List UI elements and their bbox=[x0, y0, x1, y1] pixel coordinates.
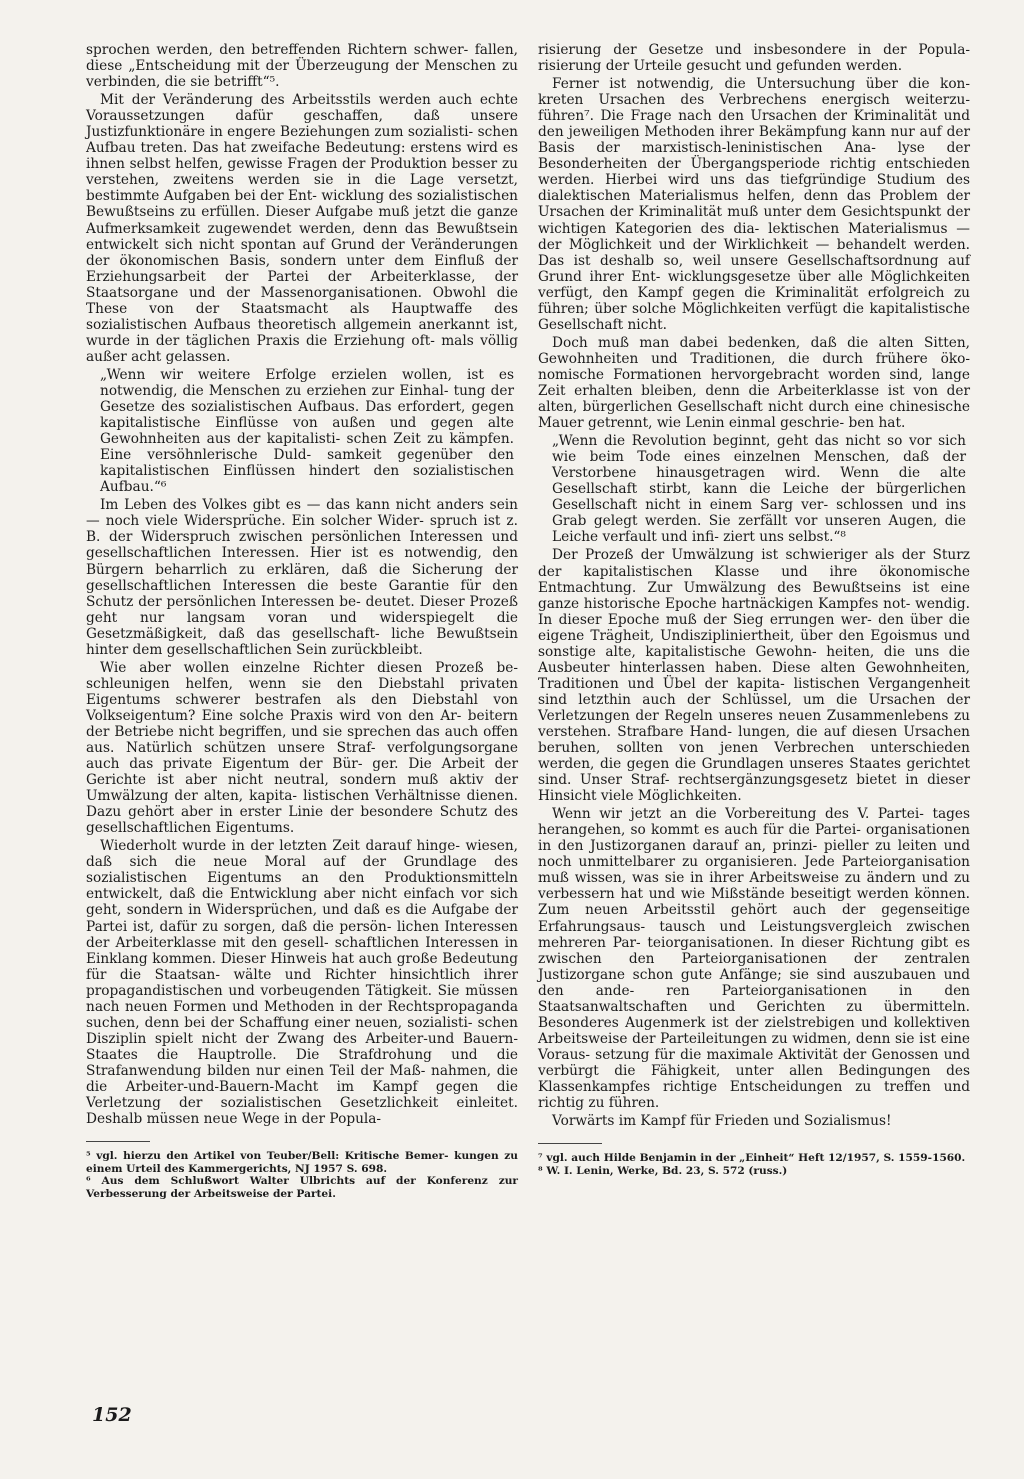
paragraph: Doch muß man dabei bedenken, daß die alten Sitten, Gewohnheiten und Traditionen, die durch frühere öko- nomische Formationen hervorgebracht worden sind, lange Zeit erhalten bleiben, denn die Arbeiterklasse ist von der alten, bürgerlichen Gesellschaft nicht durch eine chinesische Mauer getrennt, wie Lenin einmal geschrie- ben hat. bbox=[538, 334, 970, 432]
footnote: ⁸ W. I. Lenin, Werke, Bd. 23, S. 572 (russ.) bbox=[538, 1164, 788, 1177]
paragraph: Ferner ist notwendig, die Untersuchung über die kon- kreten Ursachen des Verbrechens energisch weiterzu- führen⁷. Die Frage nach den Ursachen der Kriminalität und den jeweiligen Methoden ihrer Bekämpfung kann nur auf der Basis der marxistisch-leninistischen Ana- lyse der Besonderheiten der Übergangsperiode richtig entschieden werden. Hierbei wird uns das tiefgründige Studium des dialektischen Materialismus helfen, denn das Problem der Ursachen der Kriminalität muß unter dem Gesichtspunkt der wichtigen Kategorien des dia- lektischen Materialismus — der Möglichkeit und der Wirklichkeit — behandelt werden. Das ist deshalb so, weil unsere Gesellschaftsordnung auf Grund ihrer Ent- wicklungsgesetze über alle Möglichkeiten verfügt, den Kampf gegen die Kriminalität erfolgreich zu führen; über solche Möglichkeiten verfügt die kapitalistische Gesellschaft nicht. bbox=[538, 76, 970, 333]
paragraph: Mit der Veränderung des Arbeitsstils werden auch echte Voraussetzungen dafür geschaffen, daß unsere Justizfunktionäre in engere Beziehungen zum sozialisti- schen Aufbau treten. Das hat zweifache Bedeutung: erstens wird es ihnen selbst helfen, gewisse Fragen der Produktion besser zu verstehen, zweitens werden sie in die Lage versetzt, bestimmte Aufgaben bei der Ent- wicklung des sozialistischen Bewußtseins zu erfüllen. Dieser Aufgabe muß jetzt die ganze Aufmerksamkeit zugewendet werden, denn das Bewußtsein entwickelt sich nicht spontan auf Grund der Veränderungen der ökonomischen Basis, sondern unter dem Einfluß der Erziehungsarbeit der Partei der Arbeiterklasse, der Staatsorgane und der Massenorganisationen. Obwohl die These von der Staatsmacht als Hauptwaffe des sozialistischen Aufbaus theoretisch allgemein anerkannt ist, wurde in der täglichen Praxis die Erziehung oft- mals völlig außer acht gelassen. bbox=[86, 92, 518, 365]
block-quote: „Wenn wir weitere Erfolge erzielen wollen, ist es notwendig, die Menschen zu erziehen zur Einhal- tung der Gesetze des sozialistischen Aufbaus. Das erfordert, gegen kapitalistische Einflüsse von außen und gegen alte Gewohnheiten aus der kapitalisti- schen Zeit zu kämpfen. Eine versöhnlerische Duld- samkeit gegenüber den kapitalistischen Einflüssen hindert den sozialistischen Aufbau.“⁶ bbox=[100, 366, 514, 496]
paragraph: sprochen werden, den betreffenden Richtern schwer- fallen, diese „Entscheidung mit der Überzeugung der Menschen zu verbinden, die sie betrifft“⁵. bbox=[86, 42, 518, 91]
footnote-divider bbox=[538, 1143, 602, 1144]
paragraph: Wie aber wollen einzelne Richter diesen Prozeß be- schleunigen helfen, wenn sie den Diebstahl privaten Eigentums schwerer bestrafen als den Diebstahl von Volkseigentum? Eine solche Praxis wird von den Ar- beitern der Betriebe nicht begriffen, und sie sprechen das auch offen aus. Natürlich schützen unsere Straf- verfolgungsorgane auch das private Eigentum der Bür- ger. Die Arbeit der Gerichte ist aber nicht neutral, sondern muß aktiv der Umwälzung der alten, kapita- listischen Verhältnisse dienen. Dazu gehört aber in erster Linie der besondere Schutz des gesellschaftlichen Eigentums. bbox=[86, 659, 518, 837]
left-column bbox=[86, 42, 518, 1201]
footnote: ⁵ vgl. hierzu den Artikel von Teuber/Bell: Kritische Bemer- kungen zu einem Urteil des Kammergerichts, NJ 1957 S. 698. bbox=[86, 1150, 518, 1175]
footnote-divider bbox=[86, 1141, 150, 1142]
closing-line: Vorwärts im Kampf für Frieden und Sozialismus! bbox=[552, 1113, 892, 1130]
footnote: ⁶ Aus dem Schlußwort Walter Ulbrichts auf der Konferenz zur Verbesserung der Arbeitsweise der Partei. bbox=[86, 1175, 518, 1200]
paragraph: Wenn wir jetzt an die Vorbereitung des V. Partei- tages herangehen, so kommt es auch für die Partei- organisationen in den Justizorganen darauf an, prinzi- pieller zu leiten und noch unmittelbarer zu organisieren. Jede Parteiorganisation muß wissen, was sie in ihrer Arbeitsweise zu ändern und zu verbessern hat und wie Mißstände beseitigt werden können. Zum neuen Arbeitsstil gehört auch der gegenseitige Erfahrungsaus- tausch und Leistungsvergleich zwischen mehreren Par- teiorganisationen. In dieser Richtung gibt es zwischen den Parteiorganisationen der zentralen Justizorgane schon gute Anfänge; sie sind auszubauen und den ande- ren Parteiorganisationen in den Staatsanwaltschaften und Gerichten zu übermitteln. Besonderes Augenmerk ist der zielstrebigen und kollektiven Arbeitsweise der Parteileitungen zu widmen, denn sie ist eine Voraus- setzung für die maximale Aktivität der Genossen und verbürgt die Fähigkeit, unter allen Bedingungen des Klassenkampfes richtige Entscheidungen zu treffen und richtig zu führen. bbox=[538, 806, 970, 1112]
right-column bbox=[538, 42, 970, 1177]
block-quote: „Wenn die Revolution beginnt, geht das nicht so vor sich wie beim Tode eines einzelnen Menschen, daß der Verstorbene hinausgetragen wird. Wenn die alte Gesellschaft stirbt, kann die Leiche der bürgerlichen Gesellschaft nicht in einem Sarg ver- schlossen und ins Grab gelegt werden. Sie zerfällt vor unseren Augen, die Leiche verfault und infi- ziert uns selbst.“⁸ bbox=[552, 433, 966, 546]
paragraph: Der Prozeß der Umwälzung ist schwieriger als der Sturz der kapitalistischen Klasse und ihre ökonomische Entmachtung. Zur Umwälzung des Bewußtseins ist eine ganze historische Epoche hartnäckigen Kampfes not- wendig. In dieser Epoche muß der Sieg errungen wer- den über die eigene Trägheit, Undiszipliniertheit, über den Egoismus und sonstige alte, kapitalistische Gewohn- heiten, die uns die Ausbeuter hinterlassen haben. Diese alten Gewohnheiten, Traditionen und Übel der kapita- listischen Vergangenheit sind letzthin auch der Schlüssel, um die Ursachen der Verletzungen der Regeln unseres neuen Zusammenlebens zu verstehen. Strafbare Hand- lungen, die auf diesen Ursachen beruhen, sollten von jenen Verbrechen unterschieden werden, die gegen die Grundlagen unseres Staates gerichtet sind. Unser Straf- rechtsergänzungsgesetz bietet in dieser Hinsicht viele Möglichkeiten. bbox=[538, 547, 970, 805]
paragraph: risierung der Gesetze und insbesondere in der Popula- risierung der Urteile gesucht und gefunden werden. bbox=[538, 42, 970, 75]
paragraph: Im Leben des Volkes gibt es — das kann nicht anders sein — noch viele Widersprüche. Ein solcher Wider- spruch ist z. B. der Widerspruch zwischen persönlichen Interessen und gesellschaftlichen Interessen. Hier ist es notwendig, den Bürgern beharrlich zu erklären, daß die Sicherung der gesellschaftlichen Interessen die beste Garantie für den Schutz der persönlichen Interessen be- deutet. Dieser Prozeß geht nur langsam voran und widerspiegelt die Gesetzmäßigkeit, daß das gesellschaft- liche Bewußtsein hinter dem gesellschaftlichen Sein zurückbleibt. bbox=[86, 497, 518, 658]
paragraph: Wiederholt wurde in der letzten Zeit darauf hinge- wiesen, daß sich die neue Moral auf der Grundlage des sozialistischen Eigentums an den Produktionsmitteln entwickelt, daß die Entwicklung aber nicht einfach vor sich geht, sondern in Widersprüchen, und daß es die Aufgabe der Partei ist, dafür zu sorgen, daß die persön- lichen Interessen der Arbeiterklasse mit den gesell- schaftlichen Interessen in Einklang kommen. Dieser Hinweis hat auch große Bedeutung für die Staatsan- wälte und Richter hinsichtlich ihrer propagandistischen und vorbeugenden Tätigkeit. Sie müssen nach neuen Formen und Methoden in der Rechtspropaganda suchen, denn bei der Schaffung einer neuen, sozialisti- schen Disziplin spielt nicht der Zwang des Arbeiter-und Bauern-Staates die Hauptrolle. Die Strafdrohung und die Strafanwendung bilden nur einen Teil der Maß- nahmen, die die Arbeiter-und-Bauern-Macht im Kampf gegen die Verletzung der sozialistischen Gesetzlichkeit einleitet. Deshalb müssen neue Wege in der Popula- bbox=[86, 838, 518, 1128]
page-number: 152 bbox=[92, 1404, 132, 1426]
footnote: ⁷ vgl. auch Hilde Benjamin in der „Einheit“ Heft 12/1957, S. 1559-1560. bbox=[538, 1152, 966, 1165]
